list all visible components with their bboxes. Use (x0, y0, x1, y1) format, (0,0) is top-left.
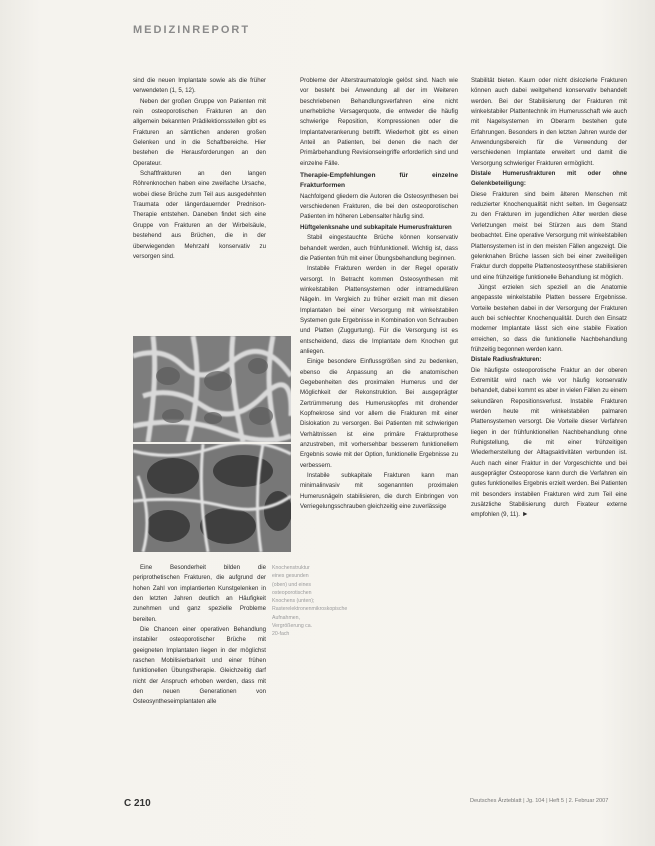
paragraph: Die Chancen einer operativen Behandlung instabiler osteoporotischer Brüche mit geeigneten Implantaten liegen in der möglichst raschen Mobilisierbarkeit und einer frühen funktionellen Übungstherapie. Gleichzeitig darf nicht der Anspruch erhoben werden, dass mit den neuen Generationen von Osteosyntheseimplantaten alle (133, 626, 266, 706)
continue-arrow-icon: ► (521, 511, 529, 519)
figure-caption: Knochenstruktur eines gesunden (oben) und eines osteoporotischen Knochens (unten); Rasterelektronenmikroskopische Aufnahmen, Vergrößerung ca. 20-fach (272, 565, 348, 638)
paragraph: Neben der großen Gruppe von Patienten mit rein osteoporotischen Frakturen an den allgemein bekannten Prädilektionsstellen gibt es Frakturen an sämtlichen anderen großen Gelenken und in die Schaftbereiche. Hier bestehen die Herausforderungen an den Operateur. (133, 97, 266, 167)
subheading: Distale Humerusfrakturen mit oder ohne Gelenkbeteiligung: (471, 170, 627, 188)
paragraph: Nachfolgend gliedern die Autoren die Osteosynthesen bei verschiedenen Frakturen, die bei den osteoporotischen Patienten im höheren Lebensalter häufig sind. (300, 192, 458, 221)
paragraph: sind die neuen Implantate sowie als die früher verwendeten (1, 5, 12). (133, 77, 266, 95)
paragraph: Stabil eingestauchte Brüche können konservativ behandelt werden, auch frühfunktionell. Wichtig ist, dass die Patienten früh mit einer Übungsbehandlung beginnen. (300, 234, 458, 262)
paragraph-text: Die häufigste osteoporotische Fraktur an der oberen Extremität wird nach wie vor häufig konservativ behandelt, dabei kommt es aber in vielen Fällen zu einem sekundären Repositionsverlust. Instabile Frakturen werden heute mit winkelstabilen palmaren Plattensystemen versorgt. Die Vorteile dieser Verfahren liegen in der frühfunktionellen Nachbehandlung ohne Ruhigstellung, die mit einer frühzeitigen Wiederherstellung der Alltagsaktivitäten verbunden ist. Auch nach einer Fraktur in der Vorgeschichte und bei ausgeprägter Osteoporose kann durch die Verfahren ein gutes funktionelles Ergebnis erzielt werden. Bei Patienten mit besonders instabilen Frakturen wird zum Teil eine zusätzliche Stabilisierung durch Fixateur externe empfohlen (9, 11). (471, 366, 627, 519)
paragraph: Eine Besonderheit bilden die periprothetischen Frakturen, die aufgrund der hohen Zahl von implantierten Kunstgelenken in den letzten Jahren deutlich an Häufigkeit zunehmen und ganz spezielle Probleme bereiten. (133, 564, 266, 623)
column-2 (300, 76, 458, 512)
paragraph (471, 366, 627, 521)
paragraph: Jüngst erzielen sich speziell an die Anatomie angepasste winkelstabile Platten bessere Ergebnisse. Vorteile bestehen dabei in der Versorgung der Frakturen auch bei schlechter Knochenqualität. Durch den Einsatz moderner Implantate lässt sich eine stabile Fixation erreichen, so dass die funktionelle Nachbehandlung frühzeitig begonnen werden kann. (471, 283, 627, 353)
column-1-top (133, 76, 266, 262)
paragraph: Diese Frakturen sind beim älteren Menschen mit reduzierter Knochenqualität nicht selten. Im Gegensatz zu den Frakturen im jugendlichen Alter werden diese Verletzungen meist bei Stürzen aus dem Stand beobachtet. Eine operative Versorgung mit winkelstabilen Plattensystemen ist in den meisten Fällen angezeigt. Die gelenknahen Brüche lassen sich bei einer zweiteiligen Fraktur durch doppelte Plattenosteosynthese stabilisieren und eine frühzeitige funktionelle Behandlung ist möglich. (471, 190, 627, 281)
journal-footer: Deutsches Ärzteblatt | Jg. 104 | Heft 5 | 2. Februar 2007 (470, 798, 609, 804)
column-3 (471, 76, 627, 521)
paragraph: Probleme der Alterstraumatologie gelöst sind. Nach wie vor besteht bei Anwendung all der im Weiteren beschriebenen Behandlungsverfahren eine nicht unerhebliche Versagerquote, die entweder die häufig schwierige Reposition, Kompressionen oder die Implantatverankerung betrifft. Wiederholt gibt es einen Anteil an Patienten, bei denen die nach der Primärbehandlung Revisionseingriffe erforderlich sind und einzelne Fälle. (300, 77, 458, 167)
paragraph: Instabile subkapitale Frakturen kann man minimalinvasiv mit sogenannten proximalen Humerusnägeln stabilisieren, die durch Einbringen von Verriegelungsschrauben gleichzeitig eine zuverlässige (300, 472, 458, 511)
bone-photo (133, 336, 291, 552)
paragraph: Einige besondere Einflussgrößen sind zu bedenken, ebenso die Anpassung an die anatomischen Gegebenheiten des proximalen Humerus und der Möglichkeit der Rekonstruktion. Bei ausgeprägter Zertrümmerung des Humeruskopfes mit drohender Kopfnekrose sind vor allem die Frakturen mit einer Dislokation zu versorgen. Bei Patienten mit schwierigen Verhältnissen ist eine primäre Frakturprothese anzustreben, mit vorhersehbar besserem funktionellem Ergebnis sowie mit der Option, funktionelle Ergebnisse zu verbessern. (300, 358, 458, 469)
subheading: Distale Radiusfrakturen: (471, 356, 542, 364)
bone-microstructure-figure (133, 336, 291, 552)
paragraph: Instabile Frakturen werden in der Regel operativ versorgt. In Betracht kommen Osteosynthesen mit winkelstabilen Plattensystemen oder intramedullären Nägeln. Im Vergleich zu früher erzielt man mit diesen Implantaten bei einer Versorgung mit winkelstabilen Systemen gute Ergebnisse in Kombination von Schrauben und Platten (Zuggurtung). Für die Versorgung ist es entscheidend, dass die Implantate dem Knochen gut anliegen. (300, 265, 458, 355)
section-header: MEDIZINREPORT (133, 24, 251, 36)
section-heading: Therapie-Empfehlungen für einzelne Frakturformen (300, 172, 458, 190)
paragraph: Schaftfrakturen an den langen Röhrenknochen haben eine zweifache Ursache, wobei diese Brüche zum Teil aus ausgedehnten Traumata oder längerdauernder Prednison-Therapie entstehen. Daneben findet sich eine Gruppe von Frakturen an der Wirbelsäule, bestehend aus Brüchen, die in der überwiegenden Mehrzahl konservativ zu versorgen sind. (133, 170, 266, 260)
paragraph: Stabilität bieten. Kaum oder nicht dislozierte Frakturen können auch dabei weitgehend konservativ behandelt werden. Bei der Stabilisierung der Frakturen mit winkelstabiler Plattentechnik im Humerusschaft wie auch mit Nagelsystemen im Oberarm bestehen gute Erfahrungen. Besonders in den letzten Jahren wurde der Anwendungsbereich für die Verwendung der verschiedenen Implantate erweitert und damit die Versorgung schwieriger Frakturen ermöglicht. (471, 77, 627, 167)
subheading: Hüftgelenksnahe und subkapitale Humerusfrakturen (300, 223, 452, 231)
page-number: C 210 (124, 798, 151, 809)
column-1-bottom (133, 563, 266, 708)
